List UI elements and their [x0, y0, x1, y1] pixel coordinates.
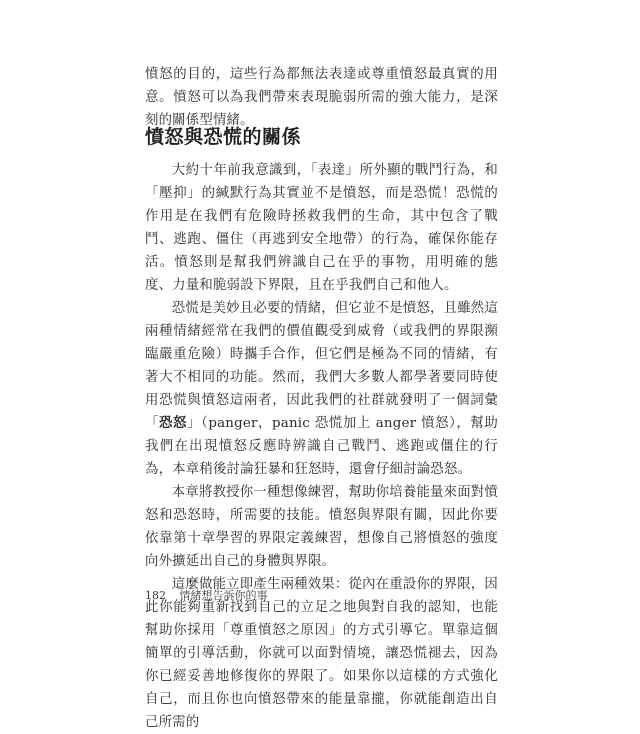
section-body — [145, 159, 498, 734]
paragraph-1: 大約十年前我意識到，「表達」所外顯的戰鬥行為，和「壓抑」的緘默行為其實並不是憤怒，而是恐慌！恐慌的作用是在我們有危險時拯救我們的生命，其中包含了戰鬥、逃跑、僵住（再逃到安全地帶）的行為，確保你能存活。憤怒則是幫我們辨識自己在乎的事物，用明確的態度、力量和脆弱設下界限，且在乎我們自己和他人。 — [145, 163, 498, 293]
intro-paragraph: 憤怒的目的，這些行為都無法表達或尊重憤怒最真實的用意。憤怒可以為我們帶來表現脆弱所需的強大能力，是深刻的關係型情緒。 — [145, 67, 498, 128]
section-heading: 憤怒與恐慌的關係 — [145, 126, 302, 148]
term-panger: 恐怒 — [159, 415, 188, 431]
page-footer — [145, 589, 268, 603]
intro-paragraph-block — [145, 63, 498, 132]
book-title: 情緒想告訴你的事 — [179, 589, 268, 602]
paragraph-2 — [145, 297, 498, 481]
paragraph-4: 這麼做能立即產生兩種效果：從內在重設你的界限，因此你能夠重新找到自己的立足之地與對自我的認知，也能幫助你採用「尊重憤怒之原因」的方式引導它。單靠這個簡單的引導活動，你就可以面對情境，讓恐慌褪去，因為你已經妥善地修復你的界限了。如果你以這樣的方式強化自己，而且你也向憤怒帶來的能量靠攏，你就能創造出自己所需的 — [145, 577, 498, 730]
paragraph-2-after: 」（panger，panic 恐慌加上 anger 憤怒），幫助我們在出現憤怒反應時辨識自己戰鬥、逃跑或僵住的行為，本章稍後討論狂暴和狂怒時，還會仔細討論恐怒。 — [145, 416, 499, 477]
paragraph-2-before: 恐慌是美妙且必要的情緒，但它並不是憤怒，且雖然這兩種情緒經常在我們的價值觀受到威脅（或我們的界限瀕臨嚴重危險）時攜手合作，但它們是極為不同的情緒，有著大不相同的功能。然而，我們大多數人都學著要同時使用恐慌與憤怒這兩者，因此我們的社群就發明了一個詞彙「 — [145, 301, 498, 431]
paragraph-3: 本章將教授你一種想像練習，幫助你培養能量來面對憤怒和恐怒時，所需要的技能。憤怒與界限有關，因此你要依靠第十章學習的界限定義練習，想像自己將憤怒的強度向外擴延出自己的身體與界限。 — [145, 485, 498, 569]
page-number: 182 — [145, 589, 166, 602]
